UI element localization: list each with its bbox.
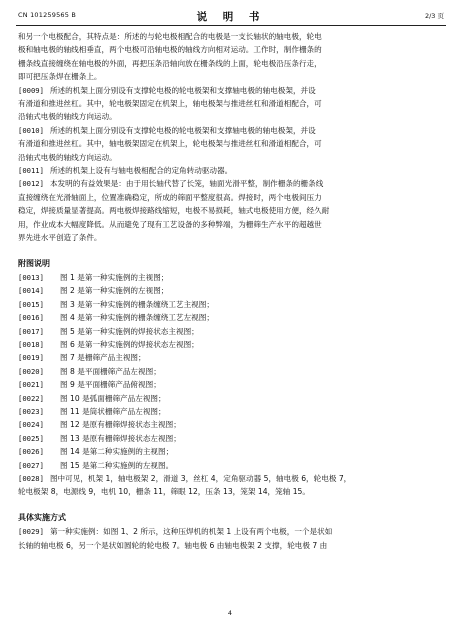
- text-line: 沿轴式电极的轴线方向运动。: [18, 112, 117, 122]
- figure-caption: 图 14 是第二种实施例的主视图；: [60, 447, 174, 457]
- figure-caption: 图 2 是第一种实施例的左视图；: [60, 286, 169, 296]
- paragraph-number: [0015]: [18, 299, 44, 309]
- paragraph-number: [0019]: [18, 353, 44, 363]
- figure-caption: 图 8 是平面栅筛产品左视图；: [60, 366, 161, 376]
- text-line: 即可把压条焊在栅条上。: [18, 72, 102, 82]
- paragraph-number: [0022]: [18, 393, 44, 403]
- text-line: 和另一个电极配合，其特点是：所述的与轮电极相配合的电极是一支长轴状的轴电极，轮电: [18, 32, 322, 41]
- text-line: 所述的机架上设有与轴电极相配合的定角转动驱动器。: [49, 166, 233, 176]
- page-indicator: 2/3 页: [424, 12, 444, 20]
- paragraph-number: [0010]: [18, 125, 44, 135]
- figure-caption: 图 11 是筒状栅筛产品左视图；: [60, 406, 166, 416]
- figure-list: [18, 271, 448, 472]
- figure-caption: 图 6 是第一种实施例的焊接状态左视图；: [60, 339, 199, 349]
- text-line: 本发明的有益效果是：由于用长轴代替了长笼，轴面光滑平整，制作栅条的栅条线: [49, 179, 324, 189]
- figure-item: [18, 459, 448, 472]
- paragraph-0010: [18, 124, 448, 164]
- page-number: 4: [227, 609, 233, 617]
- figure-caption: 图 12 是原有栅筛焊接状态主视图；: [60, 420, 181, 430]
- paragraph-number: [0029]: [18, 527, 44, 537]
- intro-paragraph: [18, 30, 448, 84]
- text-line: 沿轴式电极的轴线方向运动。: [18, 152, 117, 162]
- figure-caption: 图 7 是栅筛产品主视图；: [60, 353, 146, 363]
- text-line: 栅条线直接缠绕在轴电极的外面，再把压条沿轴向放在栅条线的上面，轮电极沿压条行走，: [18, 58, 322, 68]
- figure-item: [18, 432, 448, 445]
- text-line: 直接缠绕在光滑轴面上，位置准确稳定，所成的筛面平整度很高。焊接时，两个电极间压力: [18, 192, 322, 202]
- figure-caption: 图 4 是第一种实施例的栅条缠绕工艺左视图；: [60, 313, 214, 323]
- figure-item: [18, 378, 448, 391]
- figure-caption: 图 15 是第二种实施例的左视图。: [60, 460, 174, 470]
- figure-item: [18, 405, 448, 418]
- text-line: 所述的机架上面分别设有支撑轮电极的轮电极架和支撑轴电极的轴电极架，并设: [49, 85, 316, 95]
- paragraph-0011: [18, 164, 448, 177]
- figure-caption: 图 5 是第一种实施例的焊接状态主视图；: [60, 326, 199, 336]
- paragraph-0009: [18, 84, 448, 124]
- paragraph-0029: [18, 525, 448, 552]
- figure-item: [18, 392, 448, 405]
- figure-caption: 图 3 是第一种实施例的栅条缠绕工艺主视图；: [60, 299, 214, 309]
- figure-caption: 图 9 是平面栅筛产品俯视图；: [60, 380, 161, 390]
- paragraph-number: [0018]: [18, 339, 44, 349]
- figure-item: [18, 298, 448, 311]
- paragraph-number: [0026]: [18, 447, 44, 457]
- embodiment-heading: 具体实施方式: [18, 512, 66, 522]
- paragraph-number: [0020]: [18, 366, 44, 376]
- figures-heading: 附图说明: [18, 258, 50, 268]
- figure-item: [18, 338, 448, 351]
- text-line: 用，作业成本大幅度降低。从而避免了现有工艺设备的多种弊端，为栅筛生产水平的超越世: [18, 219, 322, 229]
- paragraph-0012: [18, 177, 448, 244]
- paragraph-number: [0021]: [18, 380, 44, 390]
- paragraph-number: [0013]: [18, 272, 44, 282]
- paragraph-number: [0027]: [18, 460, 44, 470]
- text-line: 长轴的轴电极 6，另一个是状如圆轮的轮电极 7。轴电极 6 由轴电极架 2 支撑，轮电极 7 由: [18, 540, 328, 550]
- paragraph-number: [0012]: [18, 179, 44, 189]
- paragraph-number: [0023]: [18, 406, 44, 416]
- paragraph-number: [0009]: [18, 85, 44, 95]
- document-body: [18, 30, 448, 552]
- figure-item: [18, 284, 448, 297]
- figure-item: [18, 445, 448, 458]
- paragraph-number: [0011]: [18, 166, 44, 176]
- text-line: 轮电极架 8，电源线 9，电机 10，栅条 11，筛眼 12，压条 13，笼架 14，笼轴 15。: [18, 487, 310, 497]
- page-header: [18, 9, 444, 25]
- figure-caption: 图 1 是第一种实施例的主视图；: [60, 272, 169, 282]
- text-line: 第一种实施例：如图 1、2 所示，这种压焊机的机架 1 上设有两个电极，一个是状如: [49, 527, 333, 537]
- publication-number: CN 101259565 B: [18, 11, 77, 19]
- figure-item: [18, 418, 448, 431]
- paragraph-number: [0017]: [18, 326, 44, 336]
- paragraph-number: [0016]: [18, 313, 44, 323]
- paragraph-number: [0014]: [18, 286, 44, 296]
- paragraph-0028: [18, 472, 448, 499]
- text-line: 界先进水平创造了条件。: [18, 233, 102, 243]
- text-line: 有滑道和推进丝杠。其中，轴电极架固定在机架上，轮电极架与推进丝杠和滑道相配合，可: [18, 139, 322, 149]
- text-line: 有滑道和推进丝杠。其中，轮电极架固定在机架上，轴电极架与推进丝杠和滑道相配合，可: [18, 99, 322, 109]
- figure-item: [18, 325, 448, 338]
- text-line: 图中可见，机架 1，轴电极架 2，滑道 3，丝杠 4，定角驱动器 5，轴电极 6，轮电极 7，: [49, 474, 352, 483]
- figure-item: [18, 271, 448, 284]
- paragraph-number: [0024]: [18, 420, 44, 430]
- text-line: 稳定，焊接质量显著提高。两电极焊接路线缩短，电极不易损耗，轴式电极使用方便，经久耐: [18, 206, 330, 216]
- figure-item: [18, 311, 448, 324]
- paragraph-number: [0028]: [18, 474, 44, 483]
- figure-caption: 图 13 是原有栅筛焊接状态左视图；: [60, 433, 181, 443]
- header-rule: [16, 25, 446, 26]
- figure-item: [18, 365, 448, 378]
- document-title: 说 明 书: [196, 11, 266, 23]
- figure-caption: 图 10 是弧面栅筛产品左视图；: [60, 393, 166, 403]
- paragraph-number: [0025]: [18, 433, 44, 443]
- figure-item: [18, 351, 448, 364]
- text-line: 极和轴电极的轴线相垂直，两个电极可沿轴电极的轴线方向相对运动。工作时，制作栅条的: [18, 45, 322, 55]
- text-line: 所述的机架上面分别设有支撑轮电极的轮电极架和支撑轴电极的轴电极架，并设: [49, 125, 316, 135]
